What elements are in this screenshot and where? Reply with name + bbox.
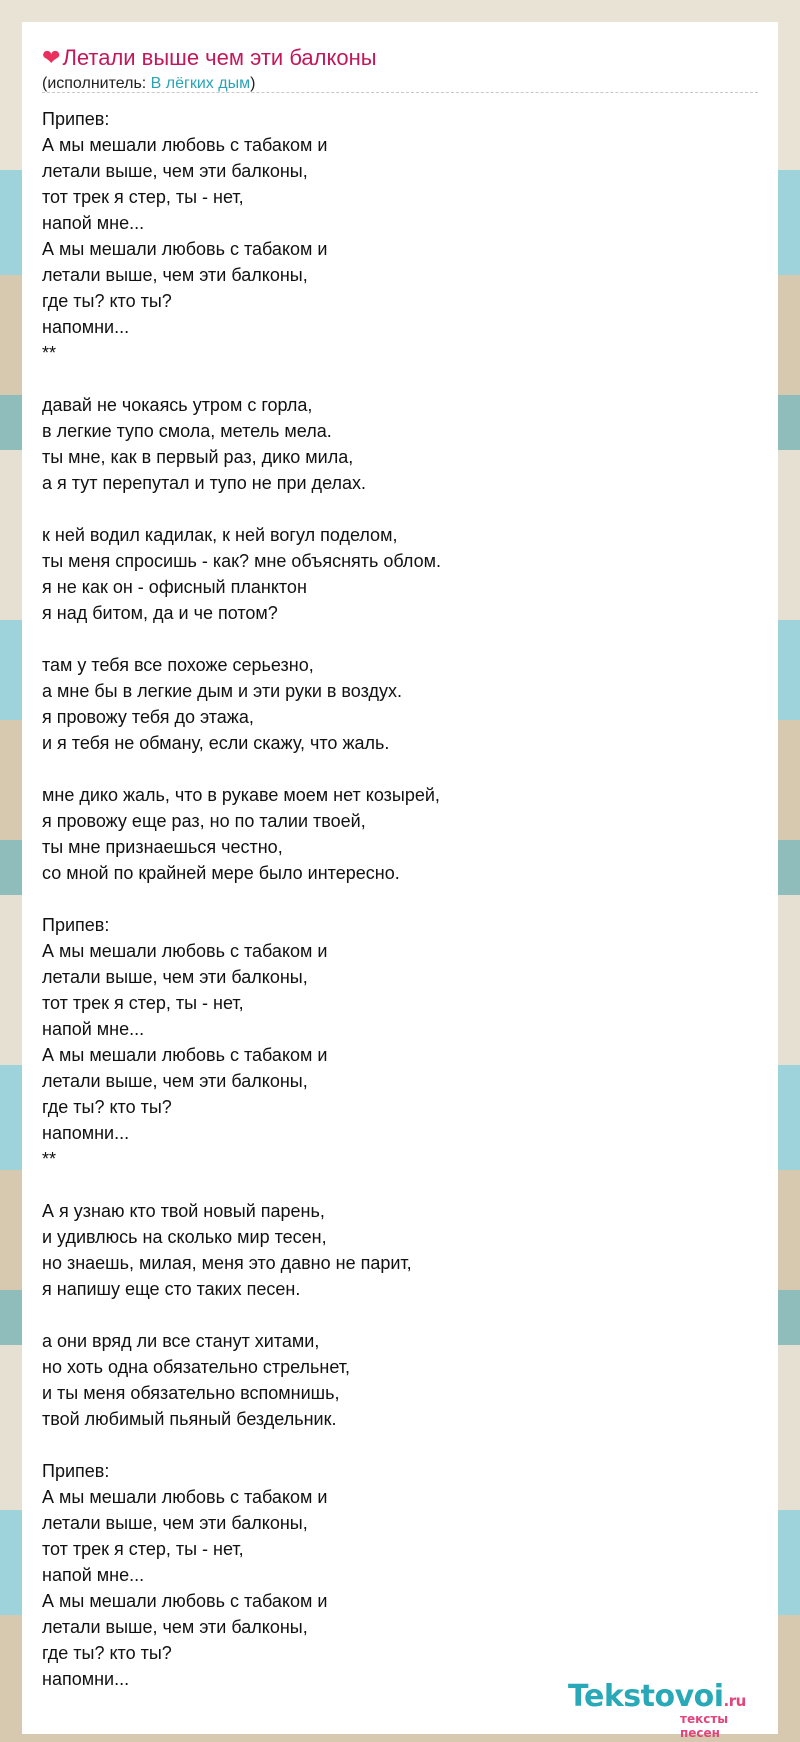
- lyric-line: и ты меня обязательно вспомнишь,: [42, 1383, 340, 1403]
- lyric-line: А мы мешали любовь с табаком и: [42, 1045, 328, 1065]
- stanza-gap: [42, 496, 742, 522]
- lyric-line: напомни...: [42, 1123, 130, 1143]
- lyric-line: в легкие тупо смола, метель мела.: [42, 421, 332, 441]
- lyric-line: к ней водил кадилак, к ней вогул поделом,: [42, 525, 398, 545]
- lyric-line: ты мне признаешься честно,: [42, 837, 283, 857]
- lyric-line: но знаешь, милая, меня это давно не парит,: [42, 1253, 412, 1273]
- lyric-line: летали выше, чем эти балконы,: [42, 967, 308, 987]
- lyric-line: но хоть одна обязательно стрельнет,: [42, 1357, 351, 1377]
- lyric-line: я не как он - офисный планктон: [42, 577, 307, 597]
- lyric-line: Припев:: [42, 915, 110, 935]
- stanza-gap: [42, 366, 742, 392]
- lyric-line: летали выше, чем эти балконы,: [42, 265, 308, 285]
- title-divider: [42, 92, 758, 93]
- lyric-line: и удивлюсь на сколько мир тесен,: [42, 1227, 327, 1247]
- lyric-line: я провожу еще раз, но по талии твоей,: [42, 811, 366, 831]
- lyric-line: летали выше, чем эти балконы,: [42, 161, 308, 181]
- lyric-line: напой мне...: [42, 213, 145, 233]
- lyric-line: Припев:: [42, 109, 110, 129]
- song-title-text: Летали выше чем эти балконы: [62, 45, 377, 70]
- lyric-line: летали выше, чем эти балконы,: [42, 1617, 308, 1637]
- heart-icon: ❤: [42, 45, 61, 70]
- lyric-line: там у тебя все похоже серьезно,: [42, 655, 314, 675]
- lyric-line: ты мне, как в первый раз, дико мила,: [42, 447, 354, 467]
- performer-prefix: (исполнитель:: [42, 75, 151, 92]
- lyric-line: А мы мешали любовь с табаком и: [42, 1487, 328, 1507]
- stanza-gap: [42, 1302, 742, 1328]
- lyric-line: где ты? кто ты?: [42, 1097, 172, 1117]
- lyric-line: **: [42, 343, 57, 363]
- lyric-line: я напишу еще сто таких песен.: [42, 1279, 301, 1299]
- stanza-gap: [42, 1432, 742, 1458]
- lyric-line: тот трек я стер, ты - нет,: [42, 187, 244, 207]
- lyric-line: я над битом, да и че потом?: [42, 603, 278, 623]
- lyric-line: **: [42, 1149, 57, 1169]
- lyric-line: мне дико жаль, что в рукаве моем нет козырей,: [42, 785, 440, 805]
- lyric-line: а они вряд ли все станут хитами,: [42, 1331, 320, 1351]
- logo-name: Tekstovoi: [568, 1679, 724, 1714]
- stanza-gap: [42, 626, 742, 652]
- performer-line: [42, 74, 255, 94]
- site-logo[interactable]: [568, 1679, 768, 1740]
- lyric-line: тот трек я стер, ты - нет,: [42, 993, 244, 1013]
- lyric-line: ты меня спросишь - как? мне объяснять облом.: [42, 551, 442, 571]
- lyric-line: напомни...: [42, 1669, 130, 1689]
- lyric-line: а мне бы в легкие дым и эти руки в воздух.: [42, 681, 402, 701]
- stanza-gap: [42, 1172, 742, 1198]
- lyric-line: твой любимый пьяный бездельник.: [42, 1409, 337, 1429]
- lyric-line: я провожу тебя до этажа,: [42, 707, 254, 727]
- logo-tld: .ru: [723, 1692, 746, 1710]
- lyric-line: а я тут перепутал и тупо не при делах.: [42, 473, 366, 493]
- lyric-line: со мной по крайней мере было интересно.: [42, 863, 400, 883]
- logo-tagline: тексты песен: [680, 1712, 729, 1740]
- performer-suffix: ): [250, 75, 256, 92]
- lyric-line: напой мне...: [42, 1019, 145, 1039]
- lyrics-text: [42, 106, 742, 1692]
- performer-link[interactable]: В лёгких дым: [150, 75, 251, 92]
- stanza-gap: [42, 756, 742, 782]
- song-title: [42, 44, 377, 72]
- lyric-line: А мы мешали любовь с табаком и: [42, 135, 328, 155]
- lyric-line: и я тебя не обману, если скажу, что жаль.: [42, 733, 390, 753]
- lyric-line: летали выше, чем эти балконы,: [42, 1071, 308, 1091]
- lyric-line: где ты? кто ты?: [42, 291, 172, 311]
- lyric-line: А мы мешали любовь с табаком и: [42, 941, 328, 961]
- lyrics-card: [22, 22, 778, 1740]
- lyric-line: А мы мешали любовь с табаком и: [42, 1591, 328, 1611]
- lyric-line: где ты? кто ты?: [42, 1643, 172, 1663]
- lyric-line: тот трек я стер, ты - нет,: [42, 1539, 244, 1559]
- lyric-line: А я узнаю кто твой новый парень,: [42, 1201, 325, 1221]
- lyric-line: напомни...: [42, 317, 130, 337]
- stanza-gap: [42, 886, 742, 912]
- lyric-line: Припев:: [42, 1461, 110, 1481]
- lyric-line: напой мне...: [42, 1565, 145, 1585]
- lyric-line: давай не чокаясь утром с горла,: [42, 395, 313, 415]
- lyric-line: летали выше, чем эти балконы,: [42, 1513, 308, 1533]
- lyric-line: А мы мешали любовь с табаком и: [42, 239, 328, 259]
